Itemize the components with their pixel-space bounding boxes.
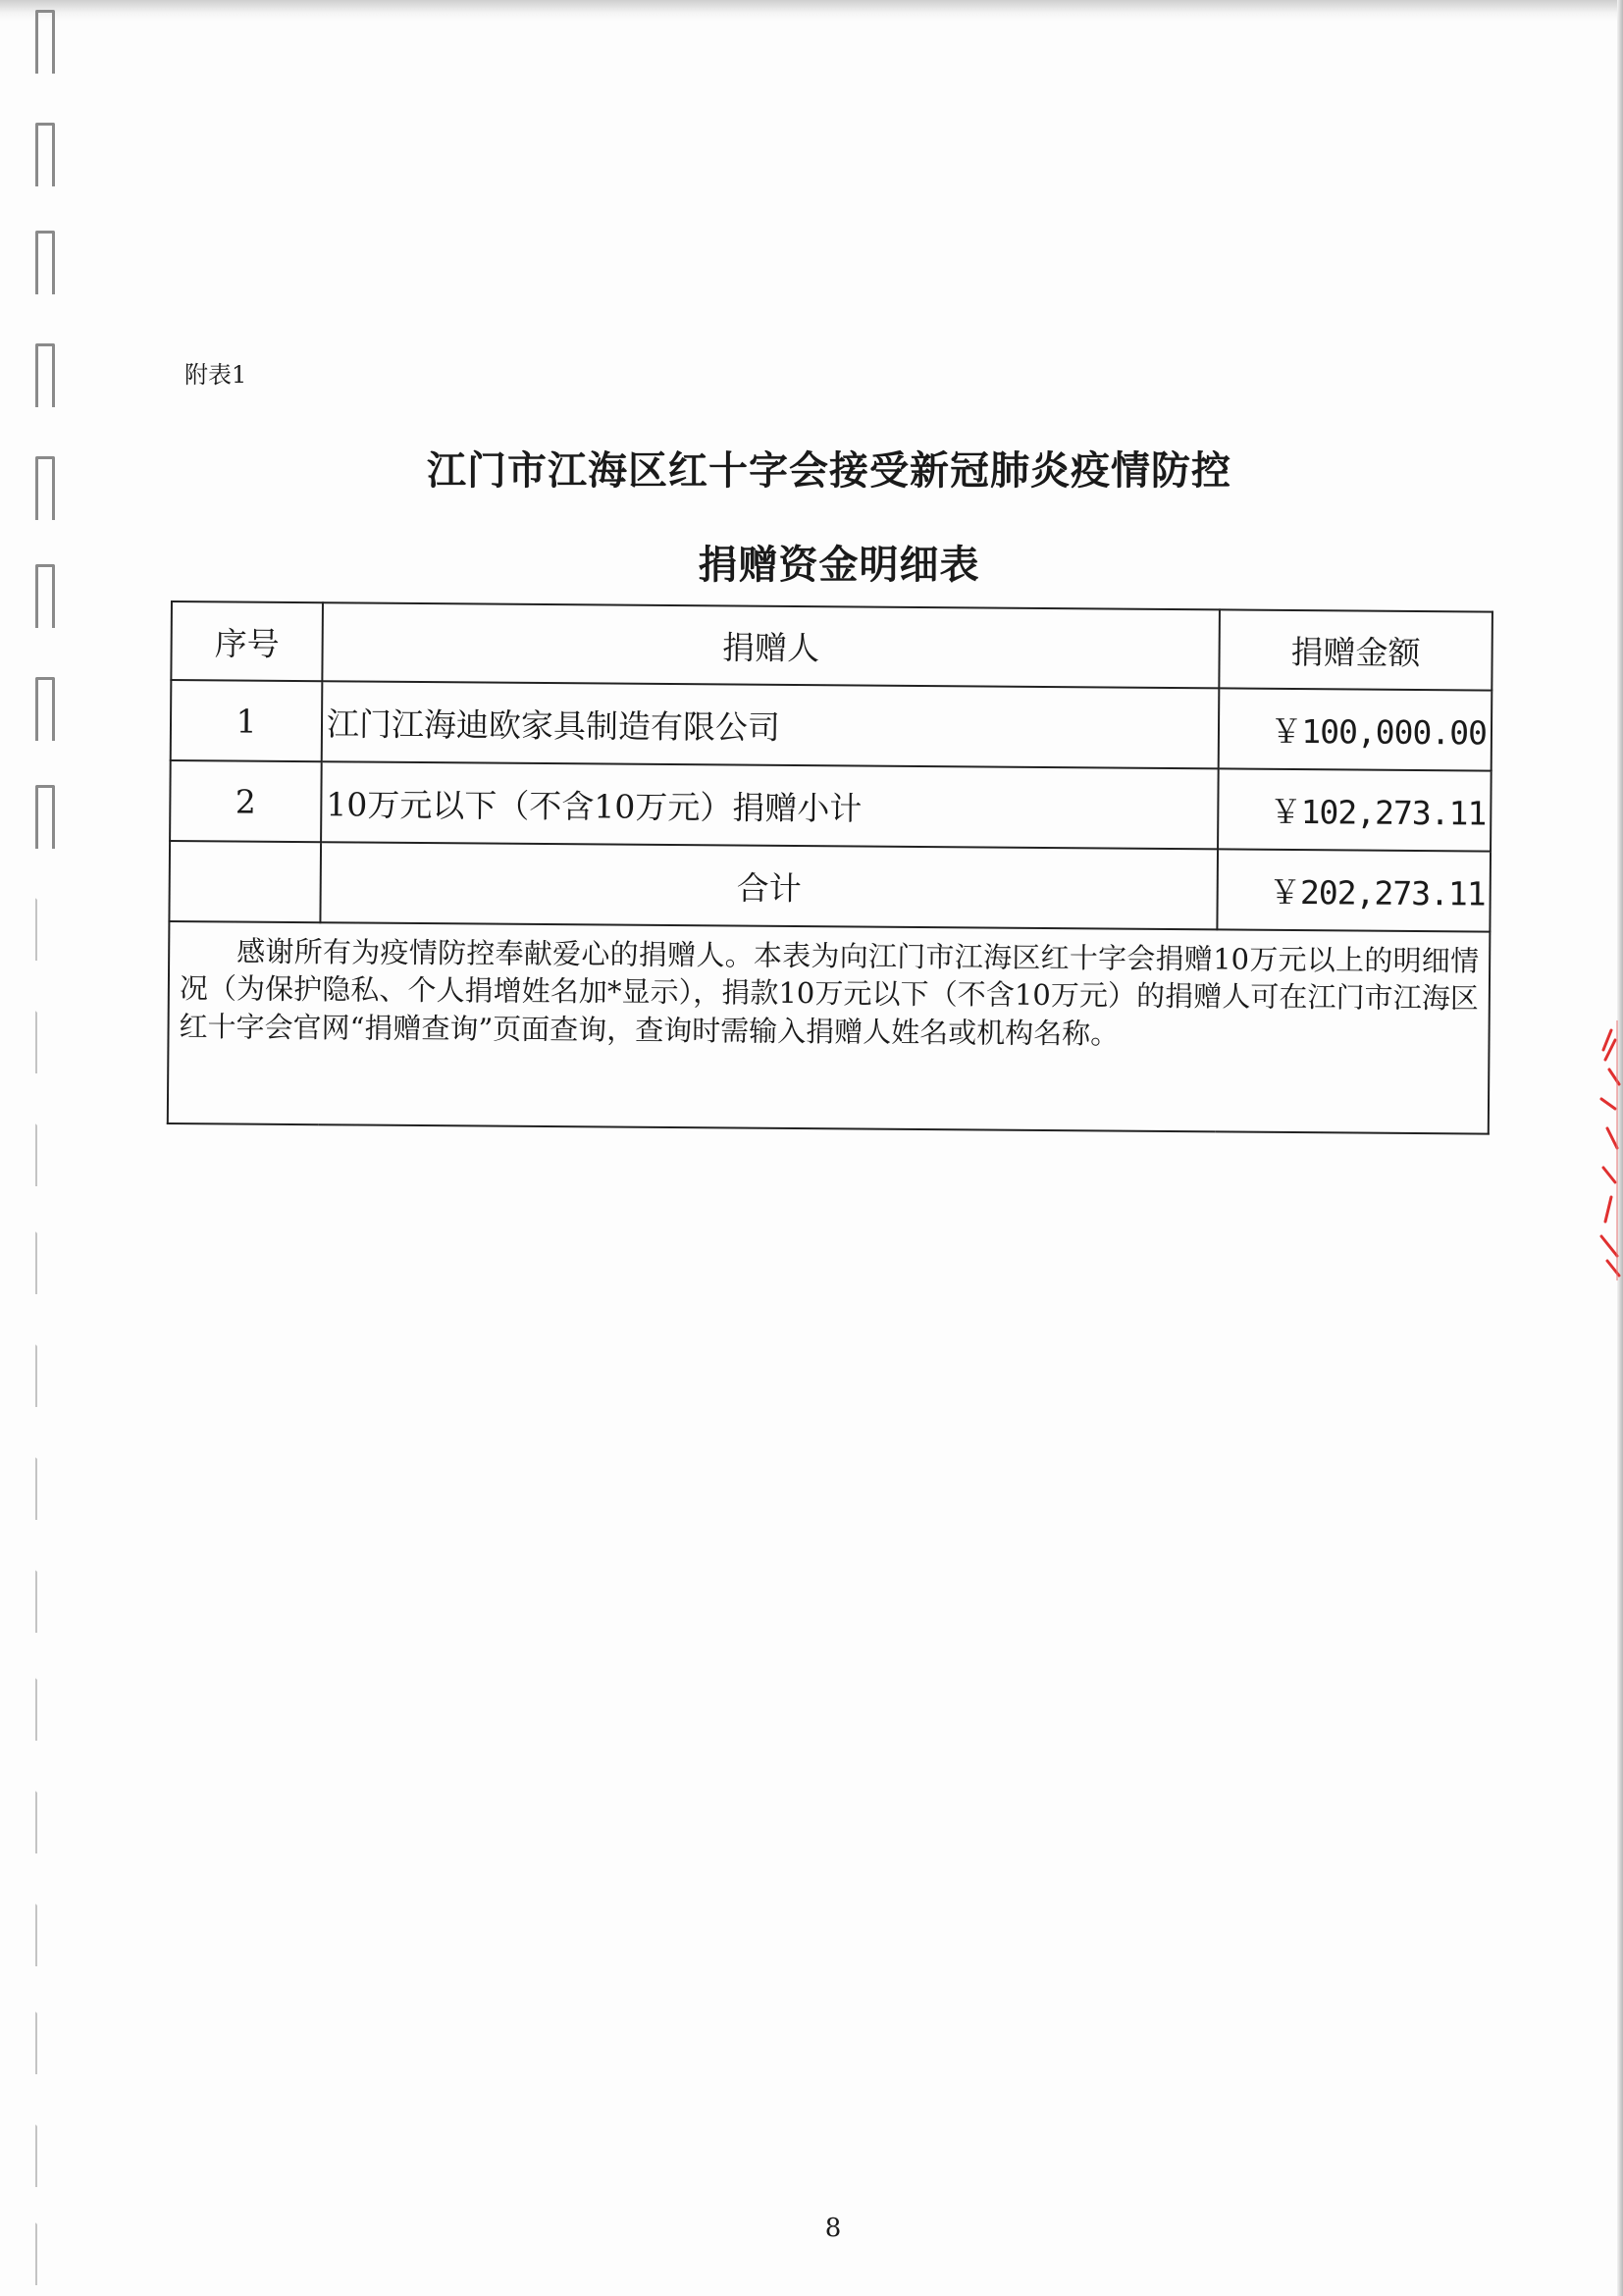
table-row	[171, 680, 1492, 771]
total-amount: ￥202,273.11	[1217, 849, 1491, 931]
binding-hole	[35, 1344, 37, 1407]
binding-hole	[35, 10, 55, 74]
row-serial-no: 2	[170, 760, 322, 842]
binding-hole	[35, 1570, 37, 1633]
document-subtitle: 捐赠资金明细表	[698, 543, 980, 588]
header-donor: 捐赠人	[322, 602, 1220, 688]
row-donor: 江门江海迪欧家具制造有限公司	[322, 681, 1220, 768]
donation-table	[167, 600, 1493, 1135]
binding-hole	[35, 1791, 37, 1853]
binding-hole	[35, 2124, 37, 2187]
binding-hole	[35, 1123, 37, 1186]
row-serial-no: 1	[171, 680, 323, 761]
scan-top-edge	[0, 0, 1623, 22]
binding-hole	[35, 785, 55, 849]
binding-hole	[35, 123, 55, 186]
header-amount: 捐赠金额	[1219, 609, 1492, 690]
binding-hole	[35, 898, 37, 961]
header-serial-no: 序号	[171, 601, 323, 681]
binding-hole	[35, 1457, 37, 1520]
document-title: 江门市江海区红十字会接受新冠肺炎疫情防控	[427, 448, 1231, 494]
binding-hole	[35, 1011, 37, 1073]
binding-hole	[35, 231, 55, 294]
binding-hole	[35, 1904, 37, 1966]
binding-hole	[35, 2011, 37, 2074]
row-donor: 10万元以下（不含10万元）捐赠小计	[321, 761, 1219, 849]
table-total-row	[169, 841, 1491, 932]
total-label: 合计	[320, 842, 1218, 929]
binding-hole	[35, 1231, 37, 1294]
table-row	[170, 760, 1492, 852]
binding-holes	[27, 10, 67, 2286]
total-serial-empty	[169, 841, 321, 922]
table-notes: 感谢所有为疫情防控奉献爱心的捐赠人。本表为向江门市江海区红十字会捐赠10万元以上的明细情况（为保护隐私、个人捐增姓名加*显示），捐款10万元以下（不含10万元）的捐赠人可在江门市江海区红十字会官网“捐赠查询”页面查询，查询时需输入捐赠人姓名或机构名称。	[168, 921, 1491, 1134]
binding-hole	[35, 677, 55, 741]
binding-hole	[35, 1678, 37, 1741]
table-notes-row	[168, 921, 1491, 1134]
row-amount: ￥102,273.11	[1218, 768, 1492, 851]
binding-hole	[35, 343, 55, 407]
table-header-row	[171, 601, 1492, 691]
page-number: 8	[824, 2214, 842, 2243]
row-amount: ￥100,000.00	[1219, 688, 1492, 770]
red-seal-stamp-fragment	[1582, 1011, 1621, 1285]
attachment-label: 附表1	[184, 361, 247, 389]
